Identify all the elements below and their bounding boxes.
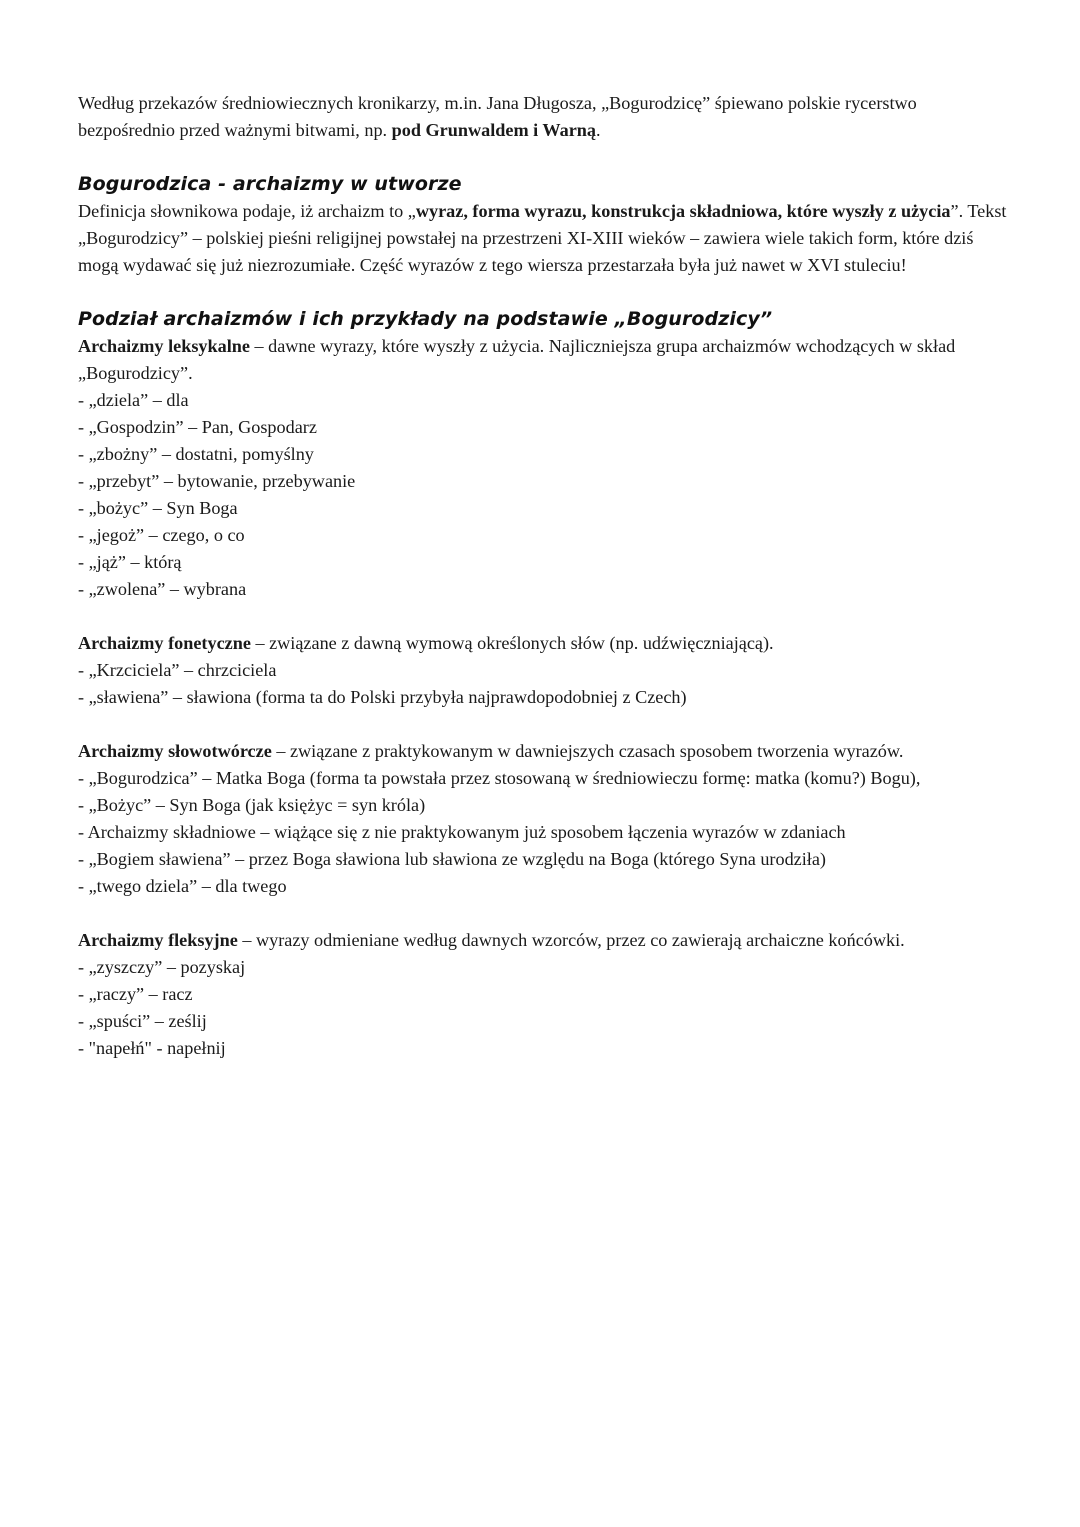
intro-paragraph [78,90,1008,144]
group-fonetyczne [78,630,1008,711]
definition-paragraph [78,198,1008,279]
list-item: - „Krzciciela” – chrzciciela [78,660,277,680]
definition-text-rest: ”. Tekst „Bogurodzicy” – polskiej pieśni religijnej powstałej na przestrzeni XI-XIII wieków – zawiera wiele takich form, które dziś mogą wydawać się już niezrozumiałe. Część wyrazów z tego wiersza przestarzała była już nawet w XVI stuleciu! [78,201,1007,275]
list-item: - „spuści” – ześlij [78,1011,207,1031]
group-desc-text: – wyrazy odmieniane według dawnych wzorców, przez co zawierają archaiczne końcówki. [237,930,905,950]
list-item: - „raczy” – racz [78,984,193,1004]
intro-text: Według przekazów średniowiecznych kronikarzy, m.in. Jana Długosza, „Bogurodzicę” śpiewano polskie rycerstwo bezpośrednio przed ważnymi bitwami, np. [78,93,917,140]
list-item: - „Bogiem sławiena” – przez Boga sławiona lub sławiona ze względu na Boga (którego Syna urodziła) [78,849,826,869]
group-description [78,738,1008,765]
group-desc-text: – związane z dawną wymową określonych słów (np. udźwięczniającą). [250,633,774,653]
list-item: - „Gospodzin” – Pan, Gospodarz [78,417,317,437]
list-item: - „jąż” – którą [78,552,182,572]
group-title: Archaizmy fleksyjne [78,930,238,950]
group-description [78,333,1008,387]
list-item: - „przebyt” – bytowanie, przebywanie [78,471,356,491]
example-list [78,387,1008,603]
intro-text-end: . [595,120,601,140]
list-item: - „bożyc” – Syn Boga [78,498,238,518]
list-item: - „Bogurodzica” – Matka Boga (forma ta powstała przez stosowaną w średniowieczu formę: matka (komu?) Bogu), [78,768,921,788]
group-description [78,630,1008,657]
group-title: Archaizmy leksykalne [78,336,250,356]
list-item: - „sławiena” – sławiona (forma ta do Polski przybyła najprawdopodobniej z Czech) [78,687,687,707]
list-item: - „zbożny” – dostatni, pomyślny [78,444,314,464]
list-item: - „zyszczy” – pozyskaj [78,957,246,977]
document-page [78,90,1008,1062]
example-list [78,765,1008,900]
list-item: - "napełń" - napełnij [78,1038,226,1058]
group-fleksyjne [78,927,1008,1062]
group-desc-text: – dawne wyrazy, które wyszły z użycia. Najliczniejsza grupa archaizmów wchodzących w skład „Bogurodzicy”. [78,336,956,383]
definition-bold-text: wyraz, forma wyrazu, konstrukcja składniowa, które wyszły z użycia [415,201,951,221]
list-item: - „dziela” – dla [78,390,189,410]
definition-text-start: Definicja słownikowa podaje, iż archaizm to „ [78,201,416,221]
group-title: Archaizmy słowotwórcze [78,741,272,761]
list-item: - „Bożyc” – Syn Boga (jak księżyc = syn króla) [78,795,426,815]
list-item: - Archaizmy składniowe – wiążące się z nie praktykowanym już sposobem łączenia wyrazów w zdaniach [78,822,846,842]
group-slowotworcze [78,738,1008,900]
intro-bold-text: pod Grunwaldem i Warną [391,120,596,140]
example-list [78,954,1008,1062]
list-item: - „zwolena” – wybrana [78,579,247,599]
section-heading-archaizmy: Bogurodzica - archaizmy w utworze [78,173,462,195]
example-list [78,657,1008,711]
list-item: - „jegoż” – czego, o co [78,525,245,545]
group-leksykalne [78,333,1008,603]
group-title: Archaizmy fonetyczne [78,633,251,653]
group-desc-text: – związane z praktykowanym w dawniejszych czasach sposobem tworzenia wyrazów. [271,741,904,761]
list-item: - „twego dziela” – dla twego [78,876,287,896]
section-heading-podzial: Podział archaizmów i ich przykłady na podstawie „Bogurodzicy” [78,308,773,330]
group-description [78,927,1008,954]
